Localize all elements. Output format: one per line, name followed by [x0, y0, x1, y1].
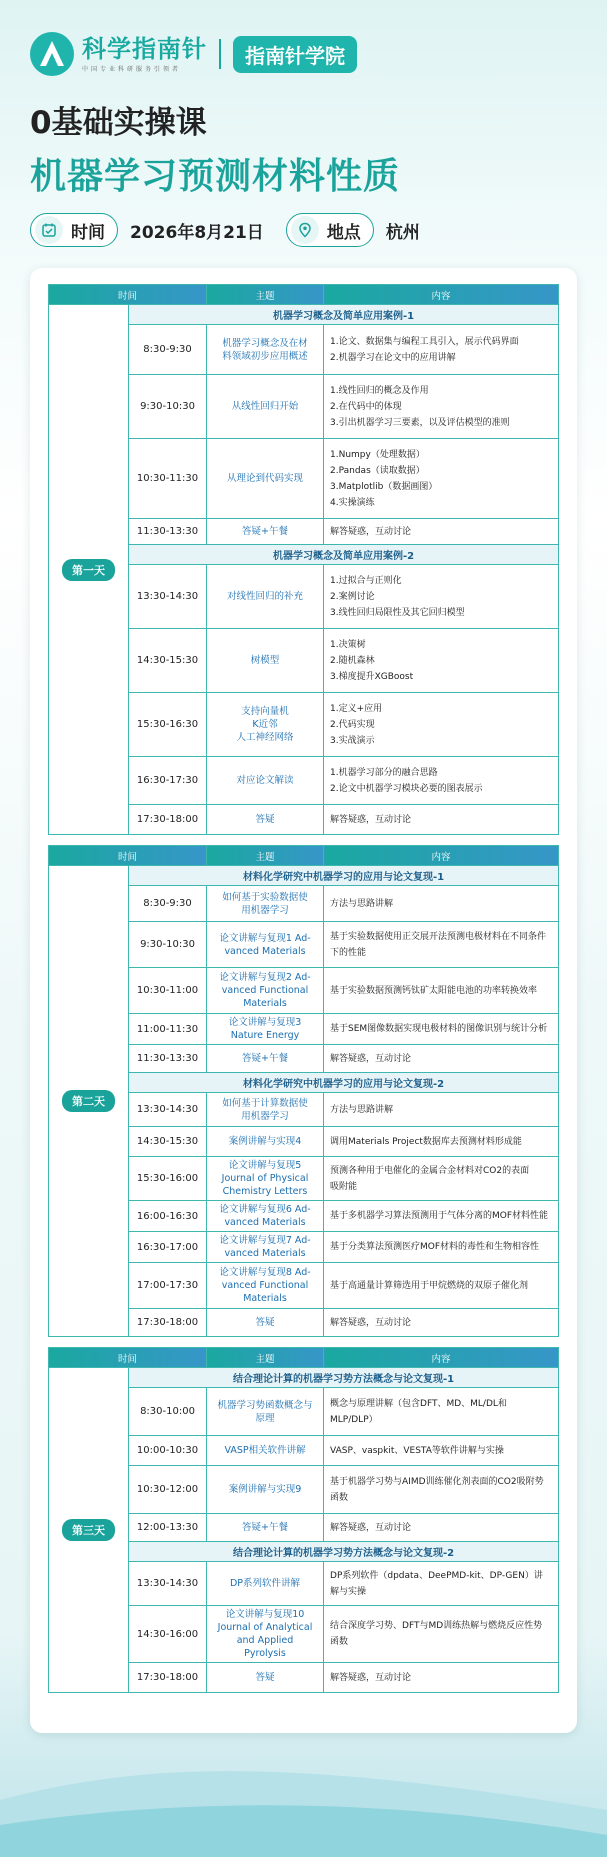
content-line: 方法与思路讲解 [330, 1104, 394, 1115]
session-time: 10:30-11:30 [129, 439, 207, 519]
content-line: 2.论文中机器学习模块必要的图表展示 [330, 783, 483, 794]
topic-line: 用机器学习 [241, 904, 289, 916]
topic-line: 支持向量机 [241, 706, 289, 717]
content-line: 1.定义+应用 [330, 703, 383, 714]
content-line: 概念与原理讲解（包含DFT、MD、ML/DL和 [330, 1398, 507, 1409]
content-line: 1.机器学习部分的融合思路 [330, 767, 438, 778]
topic-line: 答疑+午餐 [242, 1053, 288, 1064]
content-line: 2.Pandas（读取数据） [330, 465, 425, 476]
session-time: 17:30-18:00 [129, 805, 207, 835]
content-line: 解与实操 [330, 1586, 367, 1597]
session-time: 14:30-16:00 [129, 1606, 207, 1663]
session-content [324, 886, 559, 922]
topic-line: Journal of Physical [221, 1173, 309, 1184]
section-title: 机器学习概念及简单应用案例-1 [129, 305, 559, 325]
topic-line: 机器学习势函数概念与 [217, 1399, 313, 1411]
topic-line: 论文讲解与复现8 Ad- [219, 1267, 311, 1278]
session-topic [207, 325, 324, 375]
content-line: 1.线性回归的概念及作用 [330, 385, 429, 396]
section-title: 结合理论计算的机器学习势方法概念与论文复现-2 [129, 1542, 559, 1562]
session-time: 13:30-14:30 [129, 1562, 207, 1606]
session-time: 11:30-13:30 [129, 1045, 207, 1073]
topic-line: 答疑 [255, 814, 275, 825]
session-content [324, 1093, 559, 1127]
session-topic [207, 439, 324, 519]
topic-line: vanced Materials [224, 1217, 306, 1228]
topic-line: 对应论文解读 [236, 775, 294, 786]
topic-line: Materials [243, 1293, 287, 1304]
table-header-content: 内容 [324, 285, 559, 305]
content-line: 2.随机森林 [330, 655, 375, 666]
session-content [324, 1663, 559, 1693]
content-line: 1.决策树 [330, 639, 366, 650]
schedule-table [48, 284, 559, 835]
content-line: 解答疑惑，互动讨论 [330, 526, 412, 537]
content-line: 函数 [330, 1637, 349, 1647]
content-line: 基于实验数据使用正交展开法预测电极材料在不同条件 [330, 931, 547, 942]
content-line: 方法与思路讲解 [330, 898, 394, 909]
session-content [324, 325, 559, 375]
brand-logo [30, 32, 357, 76]
section-title: 材料化学研究中机器学习的应用与论文复现-1 [129, 866, 559, 886]
session-topic [207, 1562, 324, 1606]
content-line: 基于高通量计算筛选用于甲烷燃烧的双原子催化剂 [330, 1280, 529, 1291]
session-content [324, 629, 559, 693]
session-time: 17:30-18:00 [129, 1663, 207, 1693]
content-line: 基于实验数据预测钙钛矿太阳能电池的功率转换效率 [330, 985, 538, 996]
content-line: 吸附能 [330, 1181, 358, 1192]
topic-line: 论文讲解与复现6 Ad- [219, 1204, 311, 1215]
session-time: 14:30-15:30 [129, 629, 207, 693]
session-topic [207, 1606, 324, 1663]
table-gap [48, 1337, 558, 1347]
topic-line: and Applied Pyrolysis [236, 1635, 294, 1659]
day-badge: 第一天 [62, 559, 115, 581]
content-line: 3.线性回归局限性及其它回归模型 [330, 607, 465, 618]
session-content [324, 968, 559, 1014]
session-content [324, 1309, 559, 1337]
session-content [324, 1263, 559, 1309]
table-header-content: 内容 [324, 846, 559, 866]
topic-line: 机器学习概念及在材 [222, 337, 308, 349]
topic-line: 人工神经网络 [236, 732, 294, 743]
content-line: 解答疑惑，互动讨论 [330, 1317, 412, 1328]
session-content [324, 1466, 559, 1514]
topic-line: Journal of Analytical [217, 1622, 313, 1633]
session-topic [207, 1014, 324, 1045]
content-line: 结合深度学习势、DFT与MD训练热解与燃烧反应性势 [330, 1621, 543, 1631]
session-content [324, 375, 559, 439]
table-header-time: 时间 [49, 1348, 207, 1368]
session-topic [207, 1388, 324, 1436]
topic-line: 原理 [255, 1412, 275, 1424]
topic-line: 如何基于实验数据使 [222, 891, 308, 903]
session-content [324, 565, 559, 629]
session-time: 16:00-16:30 [129, 1201, 207, 1232]
table-header-topic: 主题 [207, 1348, 324, 1368]
logo-icon [30, 32, 74, 76]
session-content [324, 1014, 559, 1045]
content-line: 基于多机器学习算法预测用于气体分离的MOF材料性能 [330, 1211, 549, 1221]
session-time: 9:30-10:30 [129, 922, 207, 968]
content-line: 基于机器学习势与AIMD训练催化剂表面的CO2吸附势 [330, 1476, 544, 1487]
topic-line: 论文讲解与复现5 [228, 1160, 302, 1171]
content-line: 1.论文、数据集与编程工具引入，展示代码界面 [330, 336, 519, 347]
session-time: 14:30-15:30 [129, 1127, 207, 1157]
table-header-topic: 主题 [207, 285, 324, 305]
content-line: 4.实操演练 [330, 497, 375, 508]
topic-line: 对线性回归的补充 [227, 591, 304, 602]
session-topic [207, 1157, 324, 1201]
session-topic [207, 968, 324, 1014]
topic-line: 论文讲解与复现2 Ad- [219, 972, 311, 983]
session-time: 8:30-9:30 [129, 325, 207, 375]
session-topic [207, 805, 324, 835]
content-line: 解答疑惑，互动讨论 [330, 1672, 412, 1683]
session-content [324, 693, 559, 757]
brand-name: 科学指南针 [82, 34, 207, 63]
session-time: 11:00-11:30 [129, 1014, 207, 1045]
content-line: 3.Matplotlib（数据画图） [330, 481, 438, 492]
topic-line: 论文讲解与复现1 Ad- [219, 932, 311, 944]
session-topic [207, 375, 324, 439]
session-topic [207, 629, 324, 693]
day-cell [49, 305, 129, 835]
session-content [324, 439, 559, 519]
session-time: 9:30-10:30 [129, 375, 207, 439]
topic-line: 答疑+午餐 [242, 1522, 288, 1533]
content-line: 1.Numpy（处理数据） [330, 449, 425, 460]
session-content [324, 922, 559, 968]
topic-line: 答疑+午餐 [242, 526, 288, 537]
schedule-table [48, 1347, 559, 1693]
topic-line: 论文讲解与复现10 [225, 1609, 305, 1620]
topic-line: 用机器学习 [241, 1110, 289, 1122]
content-line: MLP/DLP） [330, 1414, 378, 1425]
content-line: 2.代码实现 [330, 719, 375, 730]
content-line: 基于SEM图像数据实现电极材料的图像识别与统计分析 [330, 1024, 548, 1034]
content-line: 调用Materials Project数据库去预测材料形成能 [330, 1136, 522, 1147]
topic-line: 树模型 [250, 655, 280, 666]
session-time: 10:00-10:30 [129, 1436, 207, 1466]
section-title: 机器学习概念及简单应用案例-2 [129, 545, 559, 565]
section-title: 材料化学研究中机器学习的应用与论文复现-2 [129, 1073, 559, 1093]
schedule-tables [48, 284, 558, 1693]
session-topic [207, 1201, 324, 1232]
content-line: 2.在代码中的体现 [330, 401, 402, 412]
session-topic [207, 757, 324, 805]
session-content [324, 805, 559, 835]
day-cell [49, 866, 129, 1337]
academy-badge: 指南针学院 [233, 36, 357, 73]
session-content [324, 519, 559, 545]
session-topic [207, 1663, 324, 1693]
day-cell [49, 1368, 129, 1693]
session-topic [207, 1045, 324, 1073]
content-line: 1.过拟合与正则化 [330, 575, 402, 586]
topic-line: Chemistry Letters [222, 1186, 308, 1197]
topic-line: vanced Materials [224, 945, 306, 957]
content-line: 2.机器学习在论文中的应用讲解 [330, 352, 456, 363]
session-topic [207, 1514, 324, 1542]
table-header-topic: 主题 [207, 846, 324, 866]
content-line: 解答疑惑，互动讨论 [330, 1053, 412, 1064]
session-time: 12:00-13:30 [129, 1514, 207, 1542]
session-time: 15:30-16:30 [129, 693, 207, 757]
schedule-table [48, 845, 559, 1337]
time-label: 时间 [71, 222, 105, 243]
header [0, 0, 607, 265]
session-time: 11:30-13:30 [129, 519, 207, 545]
session-topic [207, 1093, 324, 1127]
event-date: 2026年8月21日 [130, 222, 264, 243]
topic-line: DP系列软件讲解 [229, 1578, 301, 1589]
session-time: 16:30-17:00 [129, 1232, 207, 1263]
session-content [324, 1436, 559, 1466]
session-content [324, 1045, 559, 1073]
session-topic [207, 693, 324, 757]
content-line: 解答疑惑，互动讨论 [330, 1522, 412, 1533]
content-line: 基于分类算法预测医疗MOF材料的毒性和生物相容性 [330, 1242, 540, 1252]
session-content [324, 1232, 559, 1263]
event-place: 杭州 [385, 222, 420, 243]
session-time: 15:30-16:00 [129, 1157, 207, 1201]
bottom-decoration [0, 1740, 607, 1857]
session-topic [207, 1309, 324, 1337]
content-line: 函数 [330, 1492, 349, 1503]
page-title-line2: 机器学习预测材料性质 [30, 156, 401, 197]
page-title-line1: 0基础实操课 [30, 105, 207, 141]
topic-line: 案例讲解与实现9 [228, 1484, 302, 1495]
content-line: 下的性能 [330, 947, 367, 958]
topic-line: vanced Functional [221, 1280, 309, 1291]
content-line: DP系列软件（dpdata、DeePMD-kit、DP-GEN）讲 [330, 1570, 543, 1581]
time-label-pill [30, 213, 118, 247]
session-topic [207, 565, 324, 629]
table-header-time: 时间 [49, 846, 207, 866]
topic-line: VASP相关软件讲解 [224, 1445, 306, 1456]
session-content [324, 1562, 559, 1606]
table-header-time: 时间 [49, 285, 207, 305]
event-meta [30, 213, 420, 247]
topic-line: 案例讲解与实现4 [228, 1136, 302, 1147]
session-time: 8:30-9:30 [129, 886, 207, 922]
table-header-content: 内容 [324, 1348, 559, 1368]
session-time: 17:30-18:00 [129, 1309, 207, 1337]
day-badge: 第二天 [62, 1090, 115, 1112]
session-topic [207, 1127, 324, 1157]
topic-line: 论文讲解与复现7 Ad- [219, 1235, 311, 1246]
session-content [324, 757, 559, 805]
session-topic [207, 519, 324, 545]
content-line: 3.引出机器学习三要素，以及评估模型的准则 [330, 417, 510, 428]
session-topic [207, 1436, 324, 1466]
session-content [324, 1157, 559, 1201]
topic-line: vanced Materials [224, 1248, 306, 1259]
session-topic [207, 886, 324, 922]
topic-line: 从线性回归开始 [231, 401, 299, 412]
day-badge: 第三天 [62, 1519, 115, 1541]
content-line: 3.梯度提升XGBoost [330, 671, 414, 682]
topic-line: 从理论到代码实现 [227, 473, 304, 484]
section-title: 结合理论计算的机器学习势方法概念与论文复现-1 [129, 1368, 559, 1388]
session-time: 10:30-11:00 [129, 968, 207, 1014]
calendar-icon [35, 216, 63, 244]
content-line: 3.实战演示 [330, 735, 375, 746]
topic-line: K近邻 [252, 719, 278, 730]
place-label: 地点 [326, 222, 361, 243]
session-time: 10:30-12:00 [129, 1466, 207, 1514]
brand-tagline: 中国专业科研服务引领者 [82, 65, 182, 73]
divider [219, 39, 221, 69]
session-topic [207, 1466, 324, 1514]
session-content [324, 1201, 559, 1232]
session-topic [207, 1232, 324, 1263]
content-line: 2.案例讨论 [330, 591, 375, 602]
topic-line: 料领域初步应用概述 [222, 350, 308, 362]
session-topic [207, 1263, 324, 1309]
topic-line: 论文讲解与复现3 [228, 1017, 302, 1028]
content-line: 解答疑惑，互动讨论 [330, 814, 412, 825]
session-time: 17:00-17:30 [129, 1263, 207, 1309]
session-content [324, 1514, 559, 1542]
topic-line: Materials [243, 998, 287, 1009]
session-time: 13:30-14:30 [129, 1093, 207, 1127]
session-content [324, 1606, 559, 1663]
topic-line: 答疑 [255, 1317, 275, 1328]
session-time: 8:30-10:00 [129, 1388, 207, 1436]
topic-line: vanced Functional [221, 985, 309, 996]
topic-line: 如何基于计算数据使 [222, 1097, 308, 1109]
session-content [324, 1388, 559, 1436]
place-label-pill [286, 213, 374, 247]
session-time: 13:30-14:30 [129, 565, 207, 629]
session-topic [207, 922, 324, 968]
topic-line: Nature Energy [230, 1030, 300, 1041]
topic-line: 答疑 [255, 1672, 275, 1683]
session-content [324, 1127, 559, 1157]
content-line: 预测各种用于电催化的金属合金材料对CO2的表面 [330, 1165, 530, 1176]
table-gap [48, 835, 558, 845]
session-time: 16:30-17:30 [129, 757, 207, 805]
content-line: VASP、vaspkit、VESTA等软件讲解与实操 [330, 1445, 504, 1456]
location-pin-icon [291, 216, 319, 244]
